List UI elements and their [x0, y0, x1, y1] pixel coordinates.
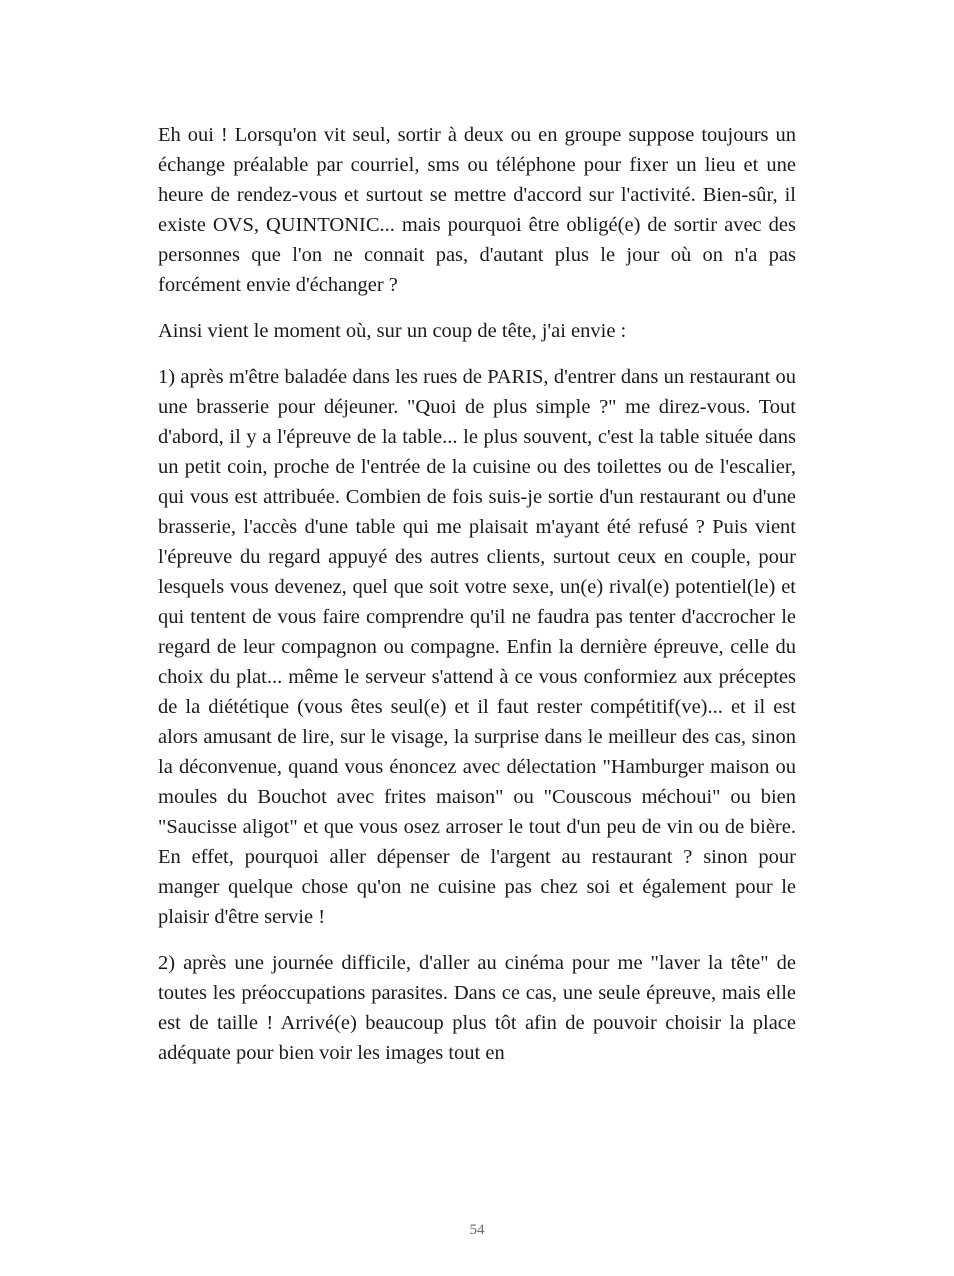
- paragraph-restaurant: 1) après m'être baladée dans les rues de PARIS, d'entrer dans un restaurant ou une brasserie pour déjeuner. "Quoi de plus simple ?" me direz-vous. Tout d'abord, il y a l'épreuve de la table... le plus souvent, c'est la table située dans un petit coin, proche de l'entrée de la cuisine ou des toilettes ou de l'escalier, qui vous est attribuée. Combien de fois suis-je sortie d'un restaurant ou d'une brasserie, l'accès d'une table qui me plaisait m'ayant été refusé ? Puis vient l'épreuve du regard appuyé des autres clients, surtout ceux en couple, pour lesquels vous devenez, quel que soit votre sexe, un(e) rival(e) potentiel(le) et qui tentent de vous faire comprendre qu'il ne faudra pas tenter d'accrocher le regard de leur compagnon ou compagne. Enfin la dernière épreuve, celle du choix du plat... même le serveur s'attend à ce vous conformiez aux préceptes de la diététique (vous êtes seul(e) et il faut rester compétitif(ve)... et il est alors amusant de lire, sur le visage, la surprise dans le meilleur des cas, sinon la déconvenue, quand vous énoncez avec délectation "Hamburger maison ou moules du Bouchot avec frites maison" ou "Couscous méchoui" ou bien "Saucisse aligot" et que vous osez arroser le tout d'un peu de vin ou de bière. En effet, pourquoi aller dépenser de l'argent au restaurant ? sinon pour manger quelque chose qu'on ne cuisine pas chez soi et également pour le plaisir d'être servie !: [158, 366, 796, 928]
- document-body: [158, 120, 796, 1084]
- paragraph-envie: Ainsi vient le moment où, sur un coup de tête, j'ai envie :: [158, 320, 627, 342]
- paragraph-intro: Eh oui ! Lorsqu'on vit seul, sortir à deux ou en groupe suppose toujours un échange préalable par courriel, sms ou téléphone pour fixer un lieu et une heure de rendez-vous et surtout se mettre d'accord sur l'activité. Bien-sûr, il existe OVS, QUINTONIC... mais pourquoi être obligé(e) de sortir avec des personnes que l'on ne connait pas, d'autant plus le jour où on n'a pas forcément envie d'échanger ?: [158, 124, 796, 296]
- paragraph-cinema: 2) après une journée difficile, d'aller au cinéma pour me "laver la tête" de toutes les préoccupations parasites. Dans ce cas, une seule épreuve, mais elle est de taille ! Arrivé(e) beaucoup plus tôt afin de pouvoir choisir la place adéquate pour bien voir les images tout en: [158, 952, 796, 1064]
- page-number: 54: [469, 1222, 485, 1238]
